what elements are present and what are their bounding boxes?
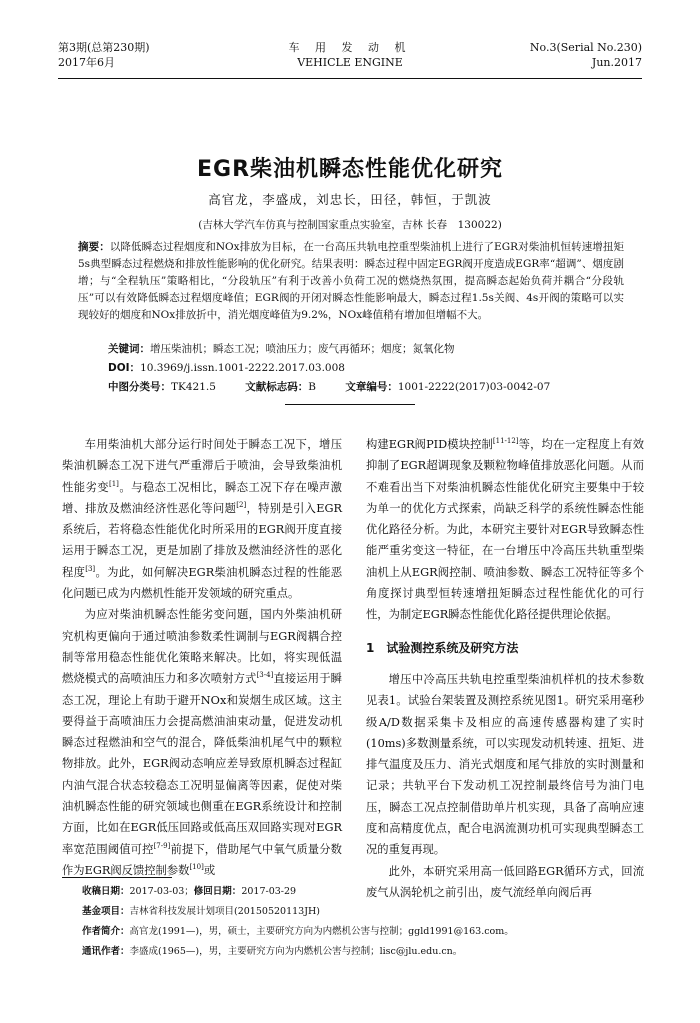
received-label: 收稿日期： (82, 886, 130, 897)
citation: [10] (189, 863, 204, 872)
author-bio-label: 作者简介： (82, 926, 130, 937)
header-rule (58, 78, 642, 79)
doc-code (245, 381, 316, 393)
footnote-rule (62, 877, 172, 878)
text-run: 车用柴油机大部分运行时间处于瞬态工况下，增压柴油机瞬态工况下进气严重滞后于喷油，会导致柴油机性能劣变 (62, 438, 342, 494)
journal-name-en: VEHICLE ENGINE (297, 56, 403, 69)
paper-title: EGR柴油机瞬态性能优化研究 (196, 157, 504, 182)
affiliation: (吉林大学汽车仿真与控制国家重点实验室，吉林 长春 130022) (198, 219, 502, 231)
abstract-label: 摘要： (78, 241, 110, 253)
text-run: 前提下，借助尾气中氧气质量分数作为EGR阀反馈控制参数 (62, 842, 342, 877)
text-run: ，特别是引入EGR系统后，若将稳态性能优化时所采用的EGR阀开度直接运用于瞬态工况，更是加剧了排放及燃油经济性的恶化程度 (62, 501, 342, 579)
doi (108, 360, 345, 375)
citation: [1] (108, 479, 119, 488)
keywords-text: 增压柴油机；瞬态工况；喷油压力；废气再循环；烟度；氮氧化物 (150, 343, 455, 355)
text-run: 等，均在一定程度上有效抑制了EGR超调现象及颗粒物峰值排放恶化问题。从而不难看出当下对柴油机瞬态性能优化研究主要集中于较为单一的优化方式探索，尚缺乏科学的系统性瞬态性能优化路径分析。为此，本研究主要针对EGR导致瞬态性能严重劣变这一特征，在一台增压中冷高压共轨重型柴油机上从EGR阀控制、喷油参数、瞬态工况特征等多个角度探讨典型恒转速增扭矩瞬态过程性能优化的可行性，为制定EGR瞬态性能优化路径提供理论依据。 (366, 438, 644, 622)
author-bio-text: 高官龙(1991—)，男，硕士，主要研究方向为内燃机公害与控制；ggld1991@163.com。 (129, 926, 514, 937)
section-divider (285, 404, 415, 405)
issue-cn: 第3期(总第230期) (58, 41, 150, 54)
citation: [3] (85, 565, 96, 574)
revised-label: 修回日期： (193, 886, 242, 897)
issue-en: No.3(Serial No.230) (529, 41, 642, 54)
text-run: 或 (203, 863, 216, 877)
text-run: 为应对柴油机瞬态性能劣变问题，国内外柴油机研究机构更偏向于通过喷油参数柔性调制与EGR阀耦合控制等常用稳态性能优化策略来解决。比如，将实现低温燃烧模式的高喷油压力和多次喷射方式 (62, 608, 342, 686)
journal-name-cn: 车 用 发 动 机 (288, 41, 412, 54)
body-paragraph (366, 434, 644, 626)
art-value: 1001-2222(2017)03-0042-07 (397, 381, 551, 393)
citation: [3-4] (256, 671, 274, 680)
fund-text: 吉林省科技发展计划项目(20150520113JH) (129, 906, 321, 917)
right-column (366, 434, 644, 903)
header-right (530, 40, 642, 70)
footnote-dates (82, 885, 642, 898)
article-number (345, 381, 550, 393)
clc-value: TK421.5 (171, 381, 216, 393)
art-label: 文章编号： (345, 381, 398, 393)
doi-text: 10.3969/j.issn.1001-2222.2017.03.008 (140, 362, 345, 374)
body-paragraph: 此外，本研究采用高一低回路EGR循环方式，回流废气从涡轮机之前引出，废气流经单向阀后再 (366, 864, 644, 899)
doc-value: B (308, 381, 316, 393)
revised-date: 2017-03-29 (241, 886, 297, 897)
author-list: 高官龙，李盛成，刘忠长，田径，韩恒，于凯波 (208, 192, 492, 207)
citation: [7-9] (153, 841, 171, 850)
abstract-text: 以降低瞬态过程烟度和NOx排放为目标，在一台高压共轨电控重型柴油机上进行了EGR对柴油机恒转速增扭矩5s典型瞬态过程燃烧和排放性能影响的优化研究。结果表明：瞬态过程中固定EGR阀开度造成EGR率“超调”、烟度剧增；与“全程轨压”策略相比，“分段轨压”有利于改善小负荷工况的燃烧热氛围，提高瞬态起始负荷并耦合“分段轨压”可以有效降低瞬态过程烟度峰值；EGR阀的开闭对瞬态性能影响最大，瞬态过程1.5s关阀、4s开阀的策略可以实现较好的烟度和NOx排放折中，消光烟度峰值为9.2%，NOx峰值稍有增加但增幅不大。 (78, 241, 624, 321)
footnote-fund (82, 905, 642, 918)
keywords-label: 关键词： (108, 343, 150, 355)
corr-text: 李盛成(1965—)，男，主要研究方向为内燃机公害与控制；lisc@jlu.edu.cn。 (129, 946, 463, 957)
left-column (62, 434, 342, 881)
date-cn: 2017年6月 (58, 56, 115, 69)
footnote-correspondent (82, 945, 642, 958)
fund-label: 基金项目： (82, 906, 130, 917)
doi-label: DOI： (108, 362, 141, 374)
citation: [11-12] (492, 437, 519, 446)
date-en: Jun.2017 (591, 56, 642, 69)
text-run: 构建EGR阀PID模块控制 (366, 438, 493, 451)
body-paragraph: 增压中冷高压共轨电控重型柴油机样机的技术参数见表1。试验台架装置及测控系统见图1。研究采用毫秒级A/D数据采集卡及相应的高速传感器构建了实时(10ms)多数测量系统，可以实现发动机转速、扭矩、进排气温度及压力、消光式烟度和尾气排放的实时测量和记录；共轨平台下发动机工况控制最终信号为油门电压，瞬态工况点控制借助单片机实现，具备了高响应速度和高精度优点，配合电涡流测功机可实现典型瞬态工况的重复再现。 (366, 672, 644, 857)
doc-label: 文献标志码： (245, 381, 309, 393)
received-date: 2017-03-03； (129, 886, 194, 897)
section-heading: 1 试验测控系统及研究方法 (366, 640, 519, 655)
text-run: 。为此，如何解决EGR柴油机瞬态过程的性能恶化问题已成为内燃机性能开发领域的研究重点。 (62, 565, 342, 601)
classification-line (108, 379, 576, 394)
keywords (108, 341, 624, 358)
citation: [2] (236, 501, 247, 510)
clc-number (108, 381, 216, 393)
body-paragraph (62, 604, 342, 881)
corr-label: 通讯作者： (82, 946, 130, 957)
body-paragraph (62, 434, 342, 604)
page-header (58, 40, 642, 74)
clc-label: 中图分类号： (108, 381, 171, 393)
footnote-author (82, 925, 642, 938)
abstract (78, 239, 624, 324)
text-run: 直接运用于瞬态工况，理论上有助于避开NOx和炭烟生成区域。这主要得益于高喷油压力会提高燃油油束动量，促进发动机瞬态过程燃油和空气的混合，降低柴油机尾气中的颗粒物排放。此外，EGR阀动态响应差导致原机瞬态过程缸内油气混合状态较稳态工况明显偏离等因素，促使对柴油机瞬态性能的研究领域也侧重在EGR系统设计和控制方面，比如在EGR低压回路或低高压双回路实现对EGR率宽范围阈值可控 (62, 672, 342, 856)
text-run: 。与稳态工况相比，瞬态工况下存在噪声激增、排放及燃油经济性恶化等问题 (62, 480, 342, 515)
